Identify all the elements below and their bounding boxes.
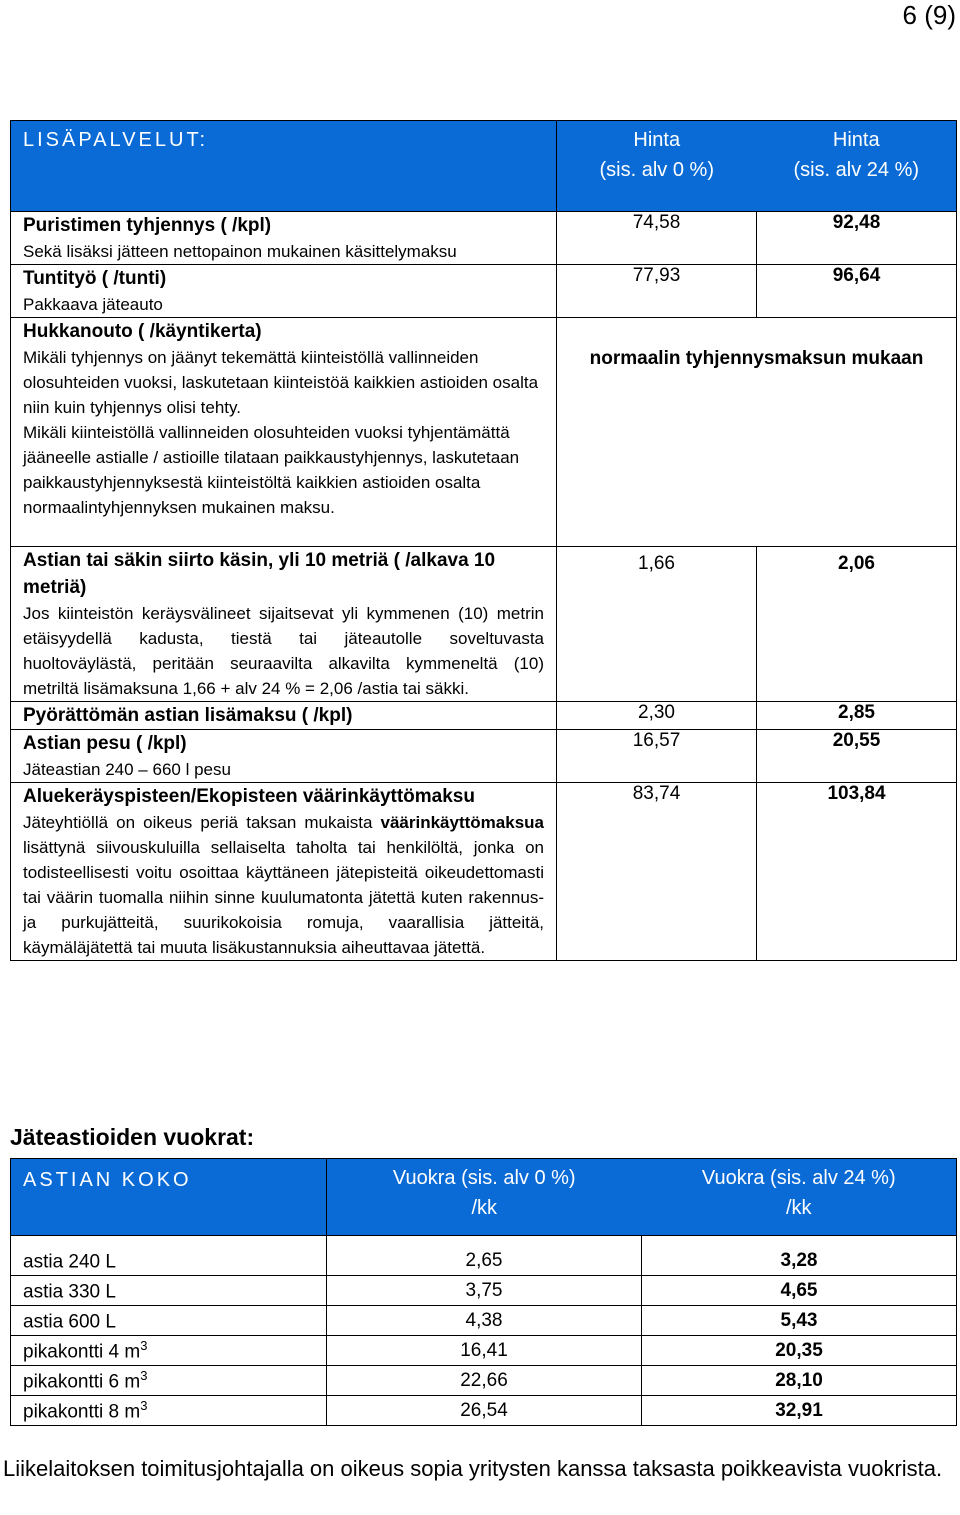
service-row: [11, 547, 957, 702]
price-vat24: 2,06: [757, 547, 957, 702]
footer-note: Liikelaitoksen toimitusjohtajalla on oikeus sopia yritysten kanssa taksasta poikkeavista vuokrista.: [3, 1456, 943, 1481]
rent-vat24: 28,10: [642, 1366, 957, 1396]
rentals-table: [10, 1158, 957, 1426]
table-row: [11, 1396, 957, 1426]
service-title: Pyörättömän astian lisämaksu ( /kpl): [23, 705, 353, 726]
price-vat24: 2,85: [757, 702, 957, 730]
rent-vat24: 20,35: [642, 1336, 957, 1366]
rentals-header-row: [11, 1159, 957, 1236]
container-size: pikakontti 8 $m^3$: [11, 1396, 327, 1426]
rent-vat24: 32,91: [642, 1396, 957, 1426]
service-desc: Jäteyhtiöllä on oikeus periä taksan mukaista väärinkäyttömaksua lisättynä siivouskuluilla sellaiselta taholta tai henkilöltä, jonka on todisteellisesti voitu osoittaa käyttäneen jätepisteitä oikeudettomasti tai väärin tuomalla niihin sinne kuulumatonta jätettä kuten rakennus- ja purkujätteitä, suurikokoisia romuja, vaarallisia jätteitä, käymäläjätettä tai muuta lisäkustannuksia aiheuttavaa jätettä.: [23, 813, 544, 957]
service-desc: Mikäli tyhjennys on jäänyt tekemättä kiinteistöllä vallinneiden olosuhteiden vuoksi, laskutetaan kiinteistöä kaikkien astioiden osalta niin kuin tyhjennys olisi tehty.: [23, 348, 539, 417]
rent-vat24: 4,65: [642, 1276, 957, 1306]
service-desc: Jäteastian 240 – 660 l pesu: [23, 760, 231, 779]
price-vat0: 1,66: [557, 547, 757, 702]
service-row: [11, 783, 957, 961]
price-vat0: 83,74: [557, 783, 757, 961]
rent-vat0: 4,38: [327, 1306, 642, 1336]
container-size: astia 240 L: [11, 1236, 327, 1276]
price-vat0: 2,30: [557, 702, 757, 730]
service-title: Astian pesu ( /kpl): [23, 733, 187, 754]
price-vat24: 96,64: [757, 265, 957, 318]
services-table: [10, 120, 957, 961]
rent-header-vat24: Vuokra (sis. alv 24 %) /kk: [642, 1159, 957, 1236]
price-header-vat0: Hinta (sis. alv 0 %): [557, 121, 757, 212]
price-note-cell: [557, 318, 957, 547]
service-title: Puristimen tyhjennys ( /kpl): [23, 215, 272, 236]
price-vat0: 16,57: [557, 730, 757, 783]
service-desc: Pakkaava jäteauto: [23, 295, 163, 314]
rentals-heading: Jäteastioiden vuokrat:: [10, 1124, 255, 1150]
service-row: [11, 265, 957, 318]
service-desc: Sekä lisäksi jätteen nettopainon mukainen käsittelymaksu: [23, 242, 457, 261]
table-row: [11, 1236, 957, 1276]
service-title: Tuntityö ( /tunti): [23, 268, 167, 289]
table-row: [11, 1366, 957, 1396]
rent-vat0: 22,66: [327, 1366, 642, 1396]
table-row: [11, 1306, 957, 1336]
price-note: normaalin tyhjennysmaksun mukaan: [589, 348, 924, 369]
service-title: Hukkanouto ( /käyntikerta): [23, 321, 262, 342]
service-row: [11, 702, 957, 730]
container-size: pikakontti 4 $m^3$: [11, 1336, 327, 1366]
rent-vat0: 2,65: [327, 1236, 642, 1276]
service-title: Aluekeräyspisteen/Ekopisteen väärinkäyttömaksu: [23, 786, 475, 807]
services-header-row: [11, 121, 957, 212]
page-number: 6 (9): [902, 0, 956, 30]
container-size: pikakontti 6 $m^3$: [11, 1366, 327, 1396]
rent-vat24: 5,43: [642, 1306, 957, 1336]
price-header-vat24: Hinta (sis. alv 24 %): [757, 121, 957, 212]
service-title: Astian tai säkin siirto käsin, yli 10 metriä ( /alkava 10 metriä): [23, 550, 496, 598]
price-vat0: 74,58: [557, 212, 757, 265]
price-vat24: 92,48: [757, 212, 957, 265]
service-desc: Jos kiinteistön keräysvälineet sijaitsevat yli kymmenen (10) metrin etäisyydellä kadusta, tiestä tai jäteautolle soveltuvasta huoltoväylästä, peritään seuraavilta alkavilta kymmeneltä (10) metriltä lisämaksuna 1,66 + alv 24 % = 2,06 /astia tai säkki.: [23, 604, 544, 698]
price-vat24: 20,55: [757, 730, 957, 783]
service-row: [11, 730, 957, 783]
container-size: astia 600 L: [11, 1306, 327, 1336]
price-vat24: 103,84: [757, 783, 957, 961]
size-header: ASTIAN KOKO: [11, 1159, 327, 1236]
rent-vat0: 26,54: [327, 1396, 642, 1426]
service-desc: Mikäli kiinteistöllä vallinneiden olosuhteiden vuoksi tyhjentämättä jääneelle astialle / astioille tilataan paikkaustyhjennys, laskutetaan paikkaustyhjennyksestä kiinteistöltä kaikkien astioiden osalta normaalintyhjennyksen mukainen maksu.: [23, 423, 520, 517]
table-row: [11, 1276, 957, 1306]
service-row: [11, 318, 957, 547]
container-size: astia 330 L: [11, 1276, 327, 1306]
rent-vat24: 3,28: [642, 1236, 957, 1276]
services-title: LISÄPALVELUT:: [11, 121, 557, 212]
service-row: [11, 212, 957, 265]
rent-vat0: 16,41: [327, 1336, 642, 1366]
rent-header-vat0: Vuokra (sis. alv 0 %) /kk: [327, 1159, 642, 1236]
rent-vat0: 3,75: [327, 1276, 642, 1306]
table-row: [11, 1336, 957, 1366]
price-vat0: 77,93: [557, 265, 757, 318]
